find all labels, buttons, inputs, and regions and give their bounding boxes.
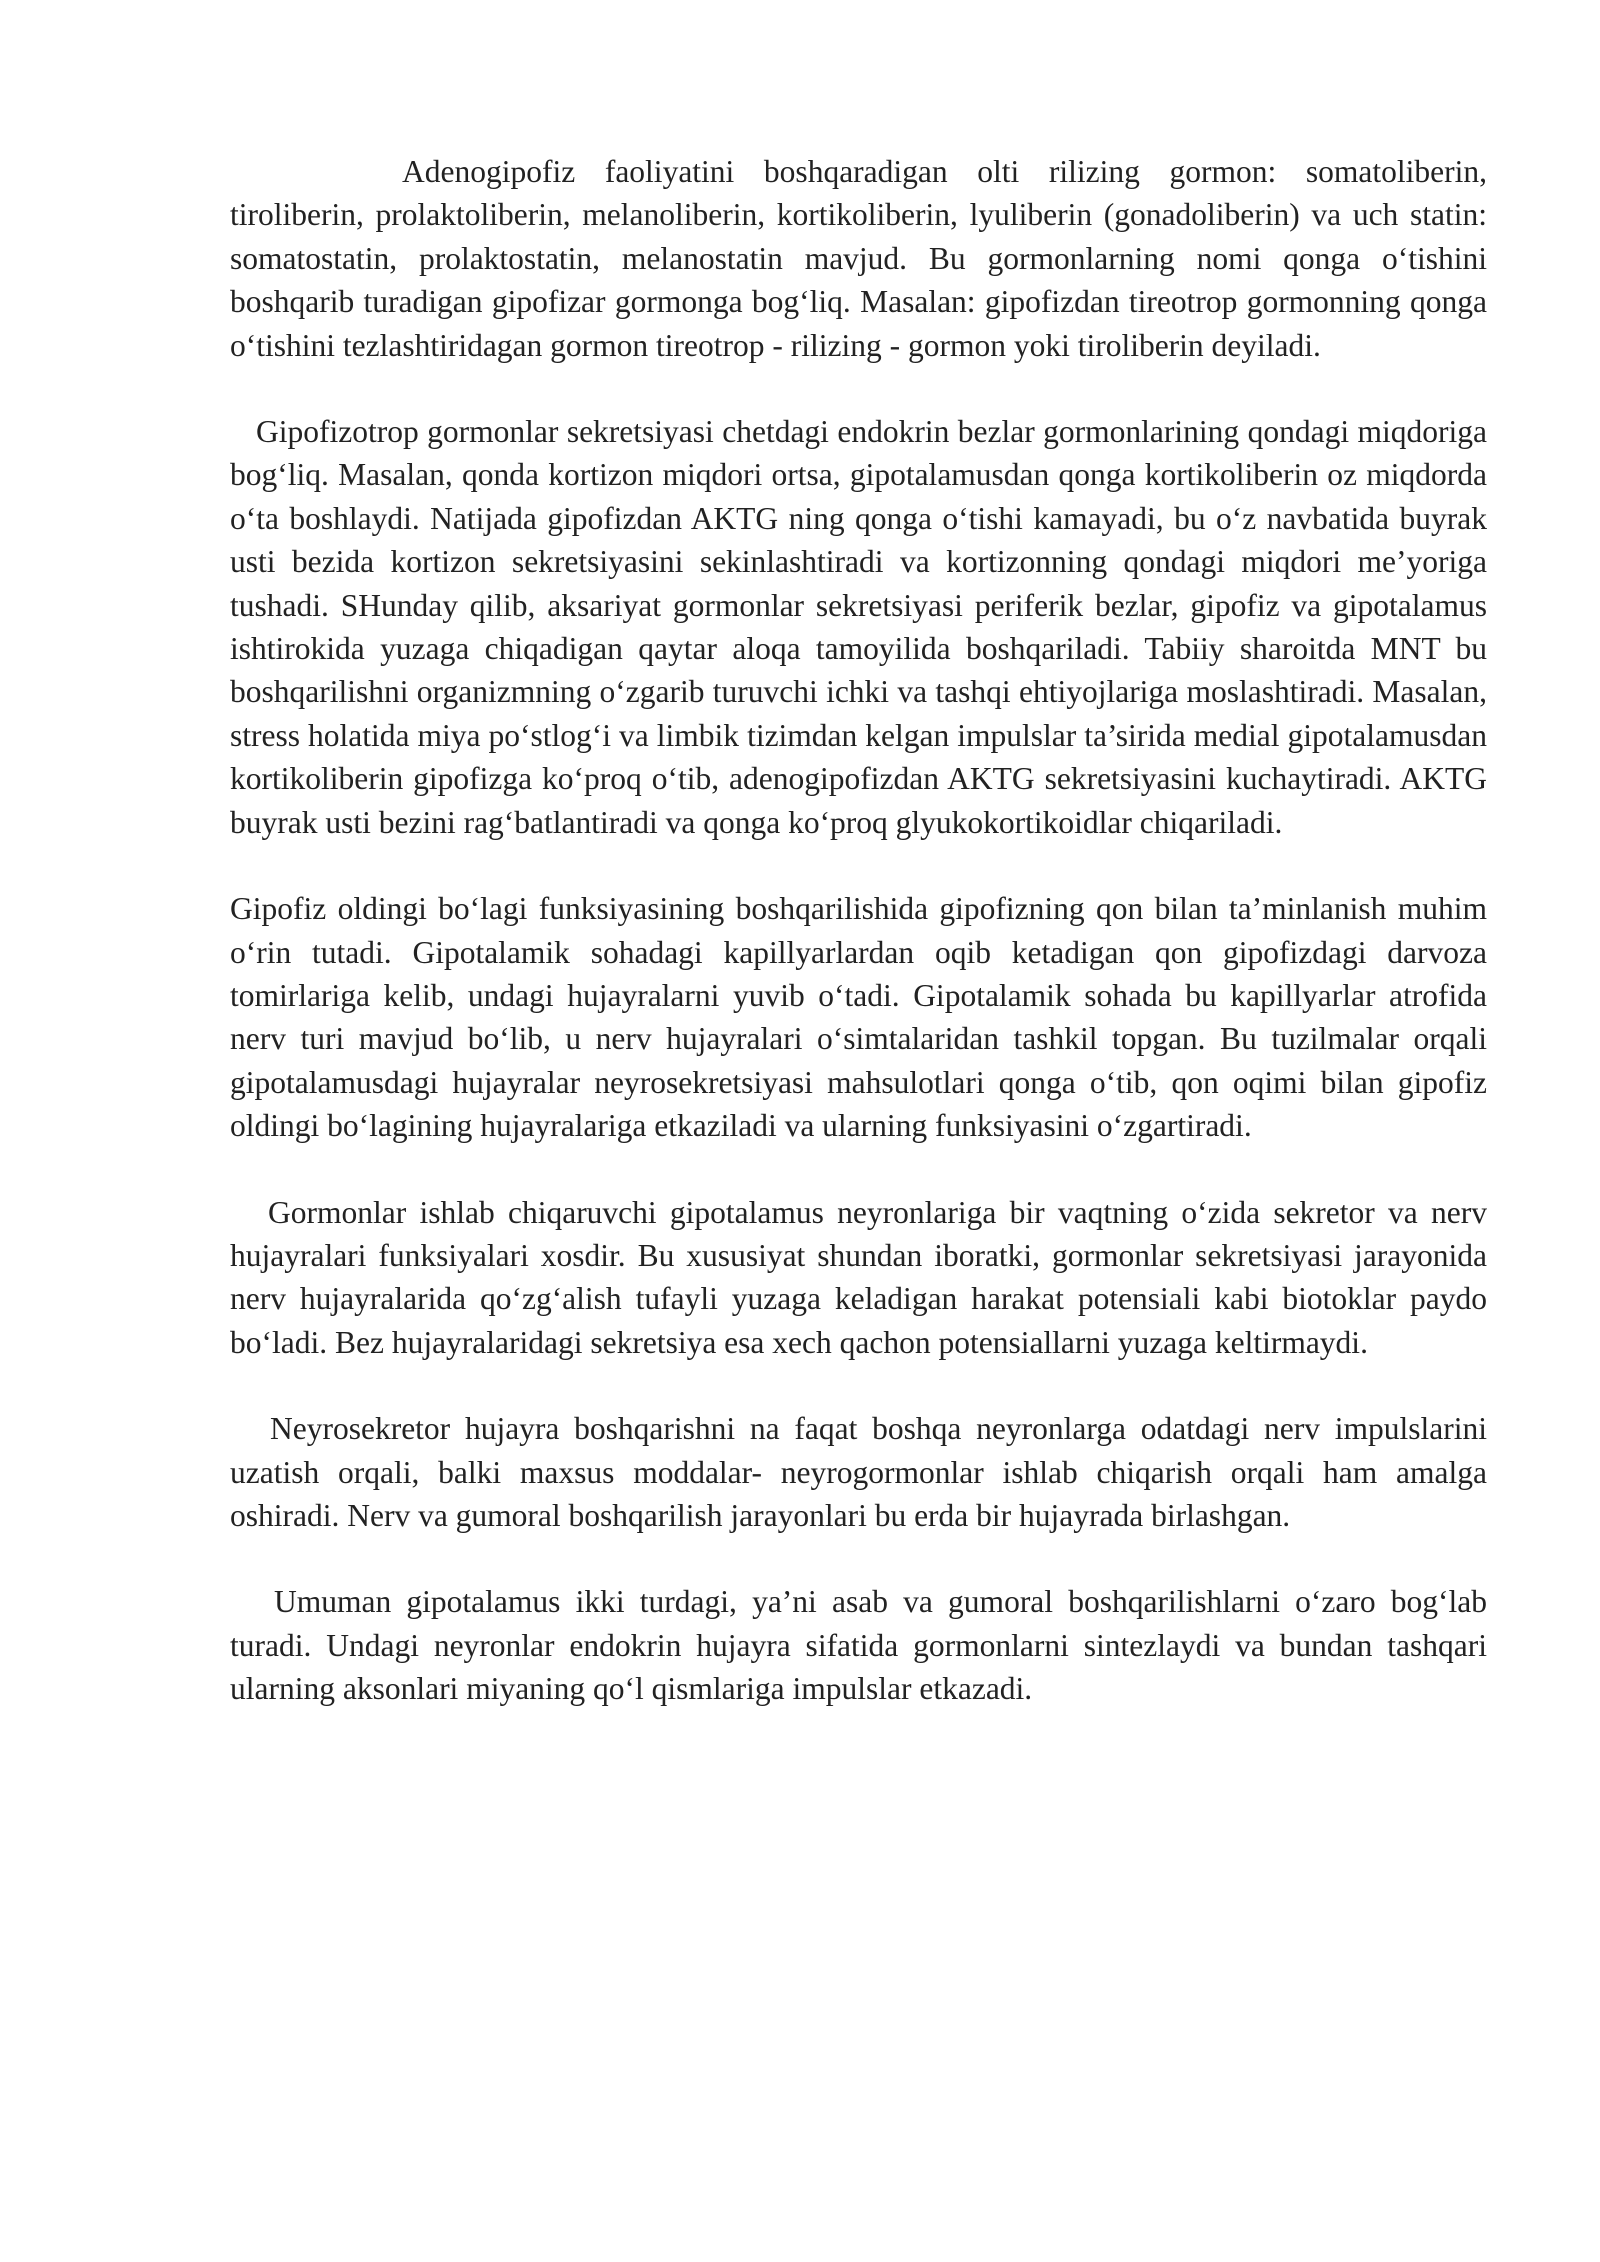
paragraph-pituitary-blood-supply: Gipofiz oldingi bo‘lagi funksiyasining boshqarilishida gipofizning qon bilan ta’minlanish muhim o‘rin tutadi. Gipotalamik sohadagi kapillyarlardan oqib ketadigan qon gipofizdagi darvoza tomirlariga kelib, undagi hujayralarni yuvib o‘tadi. Gipotalamik sohada bu kapillyarlar atrofida nerv turi mavjud bo‘lib, u nerv hujayralari o‘simtalaridan tashkil topgan. Bu tuzilmalar orqali gipotalamusdagi hujayralar neyrosekretsiyasi mahsulotlari qonga o‘tib, qon oqimi bilan gipofiz oldingi bo‘lagining hujayralariga etkaziladi va ularning funksiyasini o‘zgartiradi.: [230, 891, 1487, 1144]
document-page: [230, 150, 1487, 1754]
paragraph-neurosecretory-cell: Neyrosekretor hujayra boshqarishni na faqat boshqa neyronlarga odatdagi nerv impulslarini uzatish orqali, balki maxsus moddalar- neyrogormonlar ishlab chiqarish orqali ham amalga oshiradi. Nerv va gumoral boshqarilish jarayonlari bu erda bir hujayrada birlashgan.: [230, 1411, 1487, 1533]
paragraph-summary: Umuman gipotalamus ikki turdagi, ya’ni asab va gumoral boshqarilishlarni o‘zaro bog‘lab turadi. Undagi neyronlar endokrin hujayra sifatida gormonlarni sintezlaydi va bundan tashqari ularning aksonlari miyaning qo‘l qismlariga impulslar etkazadi.: [230, 1584, 1487, 1707]
paragraph-hypophysiotropic-regulation: Gipofizotrop gormonlar sekretsiyasi chetdagi endokrin bezlar gormonlarining qondagi miqdoriga bog‘liq. Masalan, qonda kortizon miqdori ortsa, gipotalamusdan qonga kortikoliberin oz miqdorda o‘ta boshlaydi. Natijada gipofizdan AKTG ning qonga o‘tishi kamayadi, bu o‘z navbatida buyrak usti bezida kortizon sekretsiyasini sekinlashtiradi va kortizonning qondagi miqdori me’yoriga tushadi. SHunday qilib, aksariyat gormonlar sekretsiyasi periferik bezlar, gipofiz va gipotalamus ishtirokida yuzaga chiqadigan qaytar aloqa tamoyilida boshqariladi. Tabiiy sharoitda MNT bu boshqarilishni organizmning o‘zgarib turuvchi ichki va tashqi ehtiyojlariga moslashtiradi. Masalan, stress holatida miya po‘stlog‘i va limbik tizimdan kelgan impulslar ta’sirida medial gipotalamusdan kortikoliberin gipofizga ko‘proq o‘tib, adenogipofizdan AKTG sekretsiyasini kuchaytiradi. AKTG buyrak usti bezini rag‘batlantiradi va qonga ko‘proq glyukokortikoidlar chiqariladi.: [230, 414, 1487, 840]
paragraph-hypothalamic-neurons: Gormonlar ishlab chiqaruvchi gipotalamus neyronlariga bir vaqtning o‘zida sekretor va nerv hujayralari funksiyalari xosdir. Bu xususiyat shundan iboratki, gormonlar sekretsiyasi jarayonida nerv hujayralarida qo‘zg‘alish tufayli yuzaga keladigan harakat potensiali kabi biotoklar paydo bo‘ladi. Bez hujayralaridagi sekretsiya esa xech qachon potensiallarni yuzaga keltirmaydi.: [230, 1194, 1487, 1360]
paragraph-releasing-hormones: Adenogipofiz faoliyatini boshqaradigan olti rilizing gormon: somatoliberin, tiroliberin, prolaktoliberin, melanoliberin, kortikoliberin, lyuliberin (gonadoliberin) va uch statin: somatostatin, prolaktostatin, melanostatin mavjud. Bu gormonlarning nomi qonga o‘tishini boshqarib turadigan gipofizar gormonga bog‘liq. Masalan: gipofizdan tireotrop gormonning qonga o‘tishini tezlashtiridagan gormon tireotrop - rilizing - gormon yoki tiroliberin deyiladi.: [230, 154, 1487, 363]
